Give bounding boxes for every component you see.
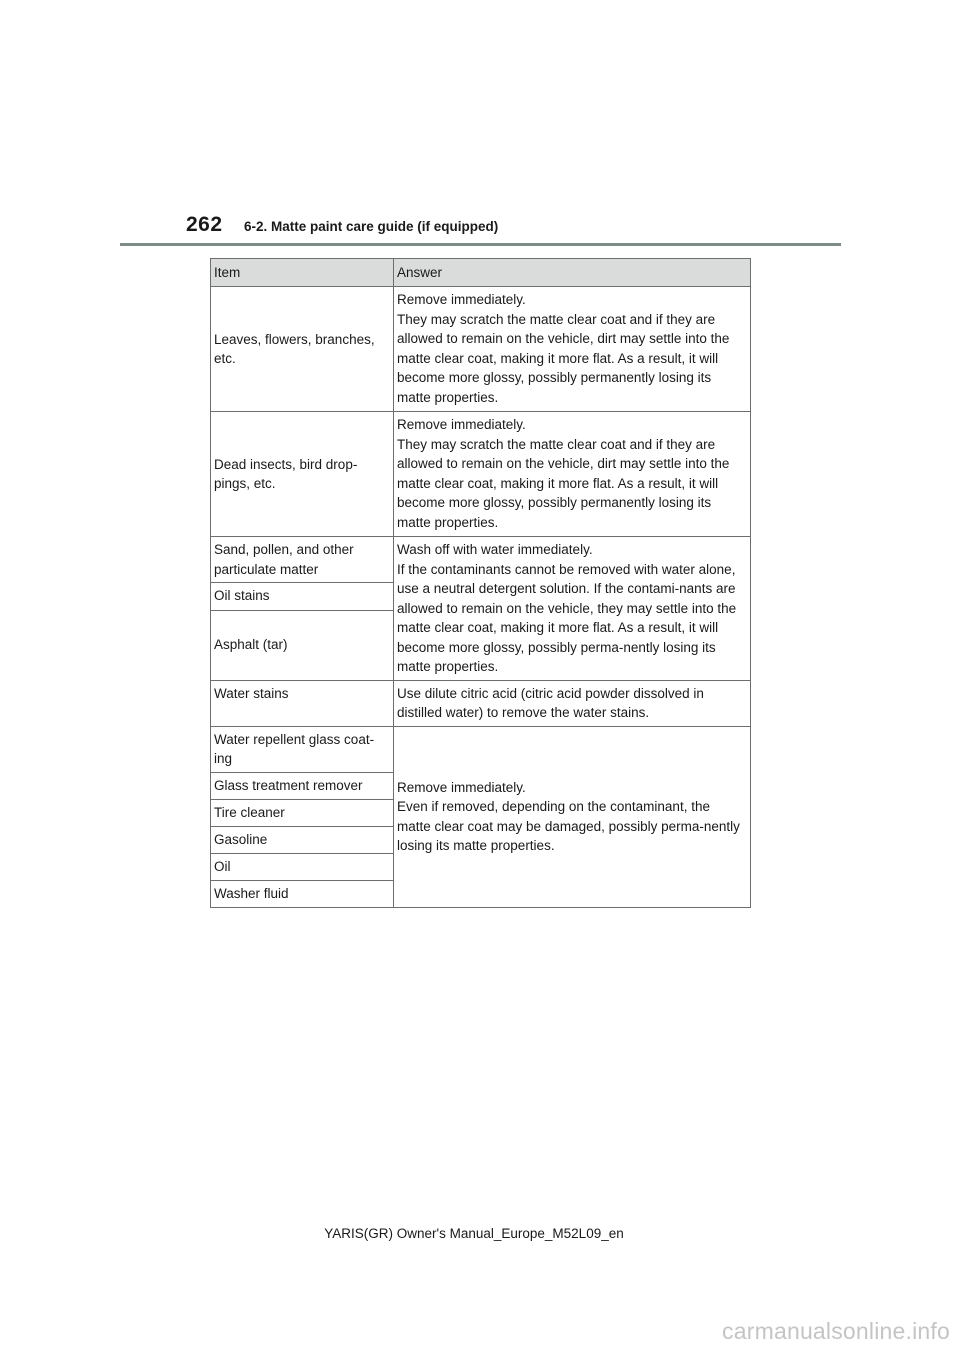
page-number: 262 bbox=[186, 213, 223, 236]
column-header-answer: Answer bbox=[394, 259, 751, 287]
table-row bbox=[211, 537, 751, 583]
header-divider bbox=[120, 243, 841, 246]
footer-manual-id bbox=[0, 1226, 960, 1241]
item-cell: Sand, pollen, and other particulate matter bbox=[211, 537, 394, 583]
item-cell: Water repellent glass coat-ing bbox=[211, 726, 394, 772]
answer-text: Wash off with water immediately. If the contaminants cannot be removed with water alone, use a neutral detergent solution. If the contami-nants are allowed to remain on the vehicle, they may settle into the matte clear coat, making it more flat. As a result, it will become more glossy, possibly perma-nently losing its matte properties. bbox=[397, 542, 737, 674]
answer-text: Remove immediately. Even if removed, depending on the contaminant, the matte clear coat may be damaged, possibly perma-nently losing its matte properties. bbox=[397, 779, 740, 853]
answer-cell bbox=[394, 680, 751, 726]
answer-text: Use dilute citric acid (citric acid powder dissolved in distilled water) to remove the water stains. bbox=[397, 685, 704, 720]
footer-text: YARIS(GR) Owner's Manual_Europe_M52L09_en bbox=[324, 1226, 624, 1241]
item-cell: Oil stains bbox=[211, 583, 394, 610]
item-cell: Glass treatment remover bbox=[211, 772, 394, 799]
matte-paint-care-table bbox=[210, 258, 751, 908]
answer-cell bbox=[394, 537, 751, 681]
answer-text: Remove immediately. They may scratch the matte clear coat and if they are allowed to remain on the vehicle, dirt may settle into the matte clear coat, making it more flat. As a result, it will become more glossy, possibly permanently losing its matte properties. bbox=[397, 417, 730, 530]
item-cell: Gasoline bbox=[211, 826, 394, 853]
table-header-row bbox=[211, 259, 751, 287]
table-row bbox=[211, 412, 751, 537]
item-cell: Washer fluid bbox=[211, 880, 394, 907]
column-header-item: Item bbox=[211, 259, 394, 287]
answer-cell bbox=[394, 726, 751, 907]
table-row bbox=[211, 726, 751, 772]
item-cell: Oil bbox=[211, 853, 394, 880]
table-row bbox=[211, 287, 751, 412]
answer-cell bbox=[394, 412, 751, 537]
section-title: 6-2. Matte paint care guide (if equipped) bbox=[244, 219, 499, 234]
item-cell: Leaves, flowers, branches, etc. bbox=[211, 287, 394, 412]
watermark: carmanualsonline.info bbox=[722, 1318, 950, 1344]
answer-text: Remove immediately. They may scratch the matte clear coat and if they are allowed to remain on the vehicle, dirt may settle into the matte clear coat, making it more flat. As a result, it will become more glossy, possibly permanently losing its matte properties. bbox=[397, 292, 730, 405]
item-cell: Tire cleaner bbox=[211, 799, 394, 826]
answer-cell bbox=[394, 287, 751, 412]
item-cell: Dead insects, bird drop-pings, etc. bbox=[211, 412, 394, 537]
item-cell: Water stains bbox=[211, 680, 394, 726]
item-cell: Asphalt (tar) bbox=[211, 610, 394, 680]
table-row bbox=[211, 680, 751, 726]
